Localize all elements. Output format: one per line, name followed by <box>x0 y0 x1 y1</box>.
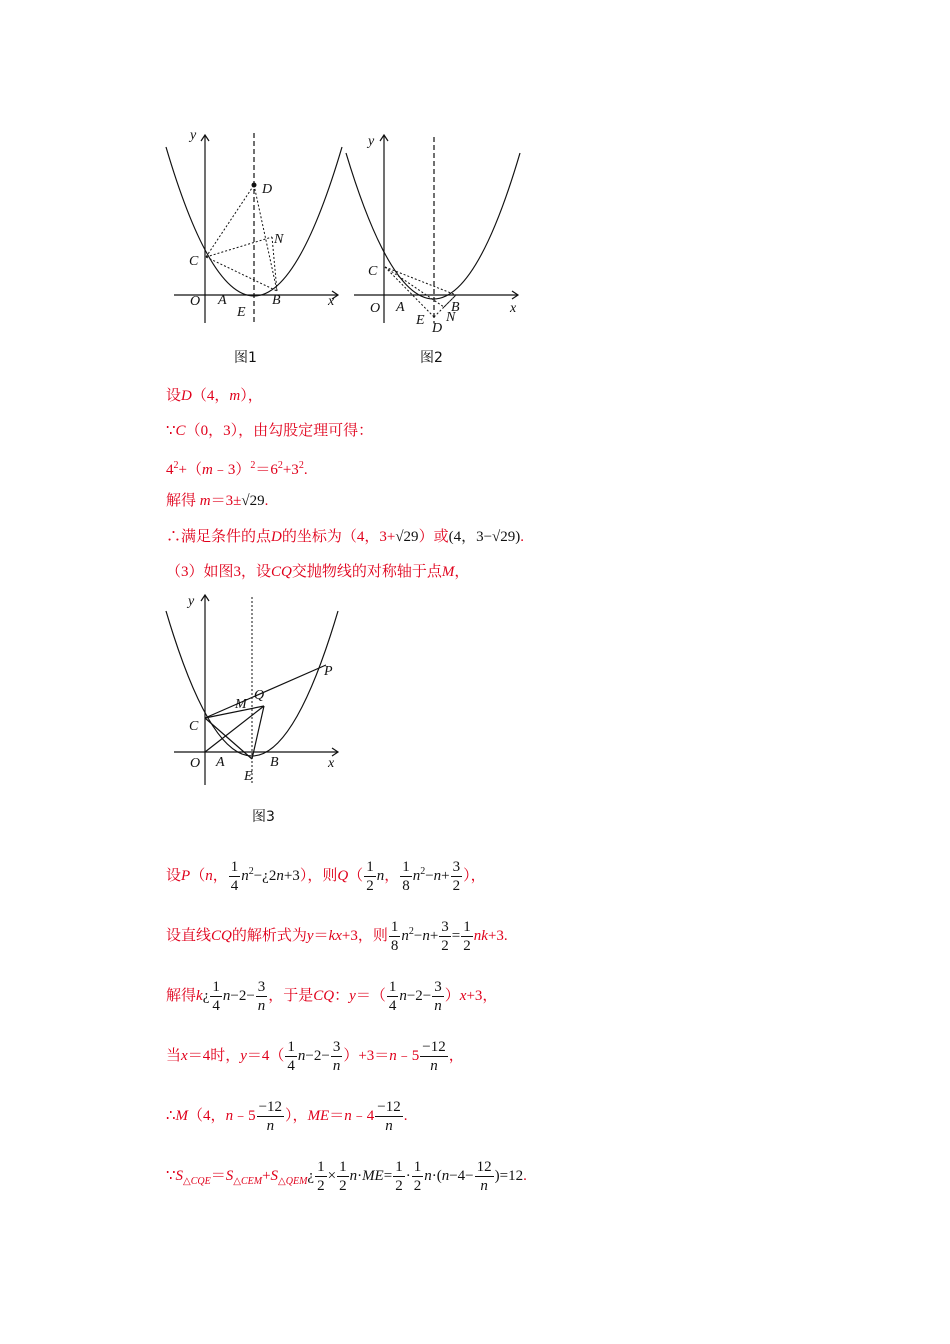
fig3-label-A: A <box>216 755 225 770</box>
fig3-label-C: C <box>189 719 199 734</box>
figure-1 <box>160 125 350 370</box>
line-4: 解得 m＝3±√29. <box>166 493 269 509</box>
fig2-label-B: B <box>451 300 460 315</box>
fig3-caption: 图3 <box>252 809 275 825</box>
line-7: 设P（n， $\frac{1}{4}$ $n^2-¿2n+3$），则Q（ $\frac{1}{2}$ n， $\frac{1}{8}$ $n^2-n+$ $\frac{3}{2}$ ）， <box>166 859 486 894</box>
fig1-label-D: D <box>262 182 273 197</box>
fig2-label-O: O <box>370 301 381 316</box>
fig3-label-E: E <box>244 769 253 784</box>
fig1-label-B: B <box>272 293 281 308</box>
fig3-label-Q: Q <box>254 688 265 703</box>
fig2-label-A: A <box>396 300 405 315</box>
fig3-label-O: O <box>190 756 201 771</box>
fig3-label-P: P <box>324 664 333 679</box>
line-10: 当x＝4时，y＝4（ $\frac{1}{4}$ n−2− $\frac{3}{n}$ ）+3＝n﹣5 $\frac{-12}{n}$ ， <box>166 1039 464 1074</box>
fig1-label-C: C <box>189 254 199 269</box>
fig2-label-E: E <box>416 313 425 328</box>
fig2-label-y: y <box>368 134 375 149</box>
fig1-label-O: O <box>190 294 201 309</box>
line-2: ∵C（0，3），由勾股定理可得： <box>166 423 374 439</box>
figure-2 <box>340 125 530 370</box>
fig2-label-D: D <box>432 321 443 336</box>
fig1-label-N: N <box>274 232 284 247</box>
line-9: 解得k¿ $\frac{1}{4}$ n−2− $\frac{3}{n}$ ，于是CQ：y＝（ $\frac{1}{4}$ n−2− $\frac{3}{n}$ ）x+3， <box>166 979 498 1014</box>
fig3-label-y: y <box>188 594 195 609</box>
fig3-label-x: x <box>328 756 335 771</box>
line-6: （3）如图3，设CQ交抛物线的对称轴于点M， <box>166 564 470 580</box>
fig3-label-M: M <box>235 697 247 712</box>
fig1-label-E: E <box>237 305 246 320</box>
fig2-label-x: x <box>510 301 517 316</box>
fig2-caption: 图2 <box>420 350 443 366</box>
fig1-label-A: A <box>218 293 227 308</box>
fig3-label-B: B <box>270 755 279 770</box>
line-8: 设直线CQ的解析式为y＝kx+3，则 $\frac{1}{8}$ $n^2-n+$ $\frac{3}{2}$ = $\frac{1}{2}$ nk+3. <box>166 919 508 954</box>
fig1-caption: 图1 <box>234 350 257 366</box>
line-3: $4^2+(m﹣3)^2=6^2+3^2$. <box>166 460 308 478</box>
fig2-label-N: N <box>446 310 456 325</box>
line-1: 设D（4，m）， <box>166 388 263 404</box>
fig1-label-y: y <box>190 128 197 143</box>
line-5: ∴满足条件的点D的坐标为（4，3+√29）或(4，3−√29). <box>166 529 525 545</box>
line-11: ∴M（4，n﹣5 $\frac{-12}{n}$ ），ME＝n﹣4 $\frac{-12}{n}$ . <box>166 1099 408 1134</box>
figure-3 <box>160 585 360 830</box>
fig2-label-C: C <box>368 264 378 279</box>
line-12: $\because S_{\triangle CQE}=S_{\triangle CEM}+S_{\triangle QEM}¿$ $\frac{1}{2}$ × $\frac{1}{2}$ n·ME= $\frac{1}{2}$ · $\frac{1}{2}$ n·(n−4− $\frac{12}{n}$ )=12. <box>166 1159 527 1194</box>
fig1-label-x: x <box>328 294 335 309</box>
